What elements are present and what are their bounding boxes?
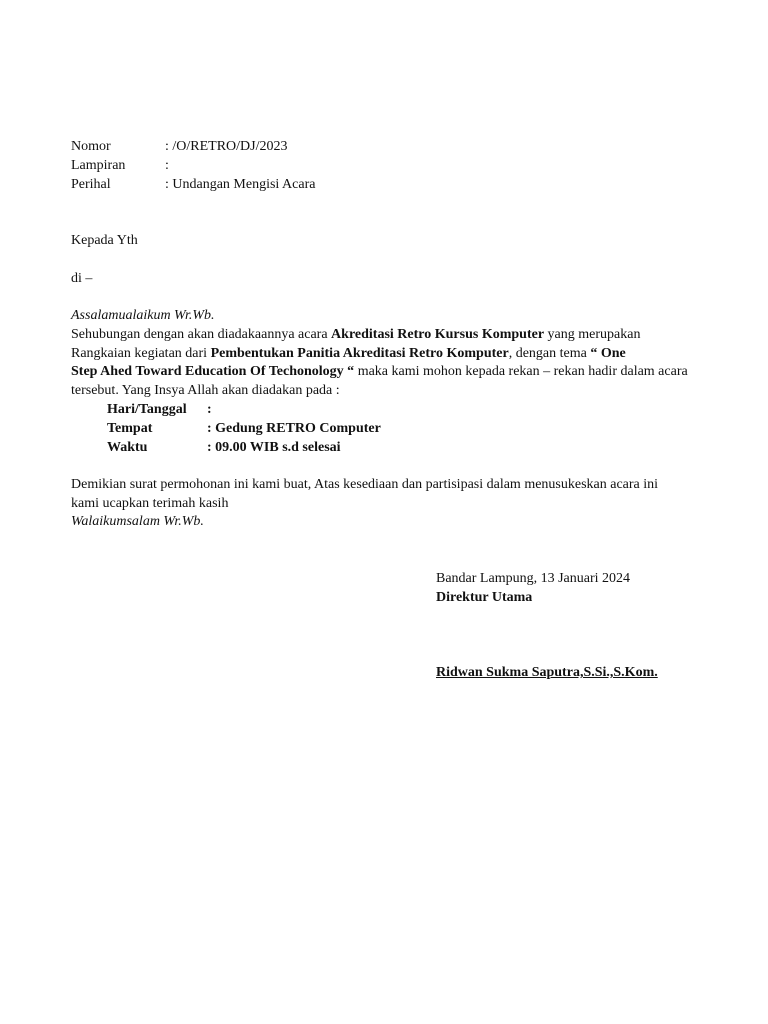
body-line-4: tersebut. Yang Insya Allah akan diadakan pada :	[71, 383, 340, 398]
detail-row-time	[107, 439, 341, 457]
detail-row-date	[107, 401, 212, 419]
detail-value: : Gedung RETRO Computer	[207, 421, 381, 436]
di-line: di –	[71, 271, 93, 286]
kepada-yth: Kepada Yth	[71, 233, 138, 248]
detail-row-place	[107, 420, 381, 438]
detail-label: Waktu	[107, 440, 148, 455]
signer-name: Ridwan Sukma Saputra,S.Si.,S.Kom.	[436, 665, 658, 680]
body-line-1	[71, 326, 640, 344]
theme-end: Step Ahed Toward Education Of Techonology “	[71, 364, 355, 379]
detail-label: Hari/Tanggal	[107, 402, 187, 417]
closing-line-2: kami ucapkan terimah kasih	[71, 496, 229, 511]
greeting: Assalamualaikum Wr.Wb.	[71, 308, 215, 323]
body-line-3	[71, 363, 688, 381]
body-line-2	[71, 345, 626, 363]
place-date: Bandar Lampung, 13 Januari 2024	[436, 571, 631, 586]
lampiran-row	[71, 157, 169, 175]
detail-label: Tempat	[107, 421, 153, 436]
body-text: Sehubungan dengan akan diadakaannya acara	[71, 327, 332, 342]
lampiran-value: :	[165, 158, 169, 173]
body-text: Rangkaian kegiatan dari	[71, 346, 211, 361]
closing-salam: Walaikumsalam Wr.Wb.	[71, 514, 204, 529]
theme-start: “ One	[590, 346, 626, 361]
nomor-row	[71, 138, 288, 156]
event-name: Akreditasi Retro Kursus Komputer	[331, 327, 545, 342]
body-text: , dengan tema	[508, 346, 591, 361]
detail-value: : 09.00 WIB s.d selesai	[207, 440, 341, 455]
perihal-label: Perihal	[71, 177, 111, 192]
body-text: maka kami mohon kepada rekan – rekan hadir dalam acara	[354, 364, 688, 379]
detail-value: :	[207, 402, 212, 417]
body-text: yang merupakan	[544, 327, 641, 342]
lampiran-label: Lampiran	[71, 158, 126, 173]
parent-event-name: Pembentukan Panitia Akreditasi Retro Komputer	[210, 346, 509, 361]
perihal-row	[71, 176, 315, 194]
signer-title: Direktur Utama	[436, 590, 533, 605]
nomor-label: Nomor	[71, 139, 111, 154]
closing-line-1: Demikian surat permohonan ini kami buat, Atas kesediaan dan partisipasi dalam menusukeskan acara ini	[71, 477, 659, 492]
perihal-value: : Undangan Mengisi Acara	[165, 177, 316, 192]
nomor-value: : /O/RETRO/DJ/2023	[165, 139, 288, 154]
